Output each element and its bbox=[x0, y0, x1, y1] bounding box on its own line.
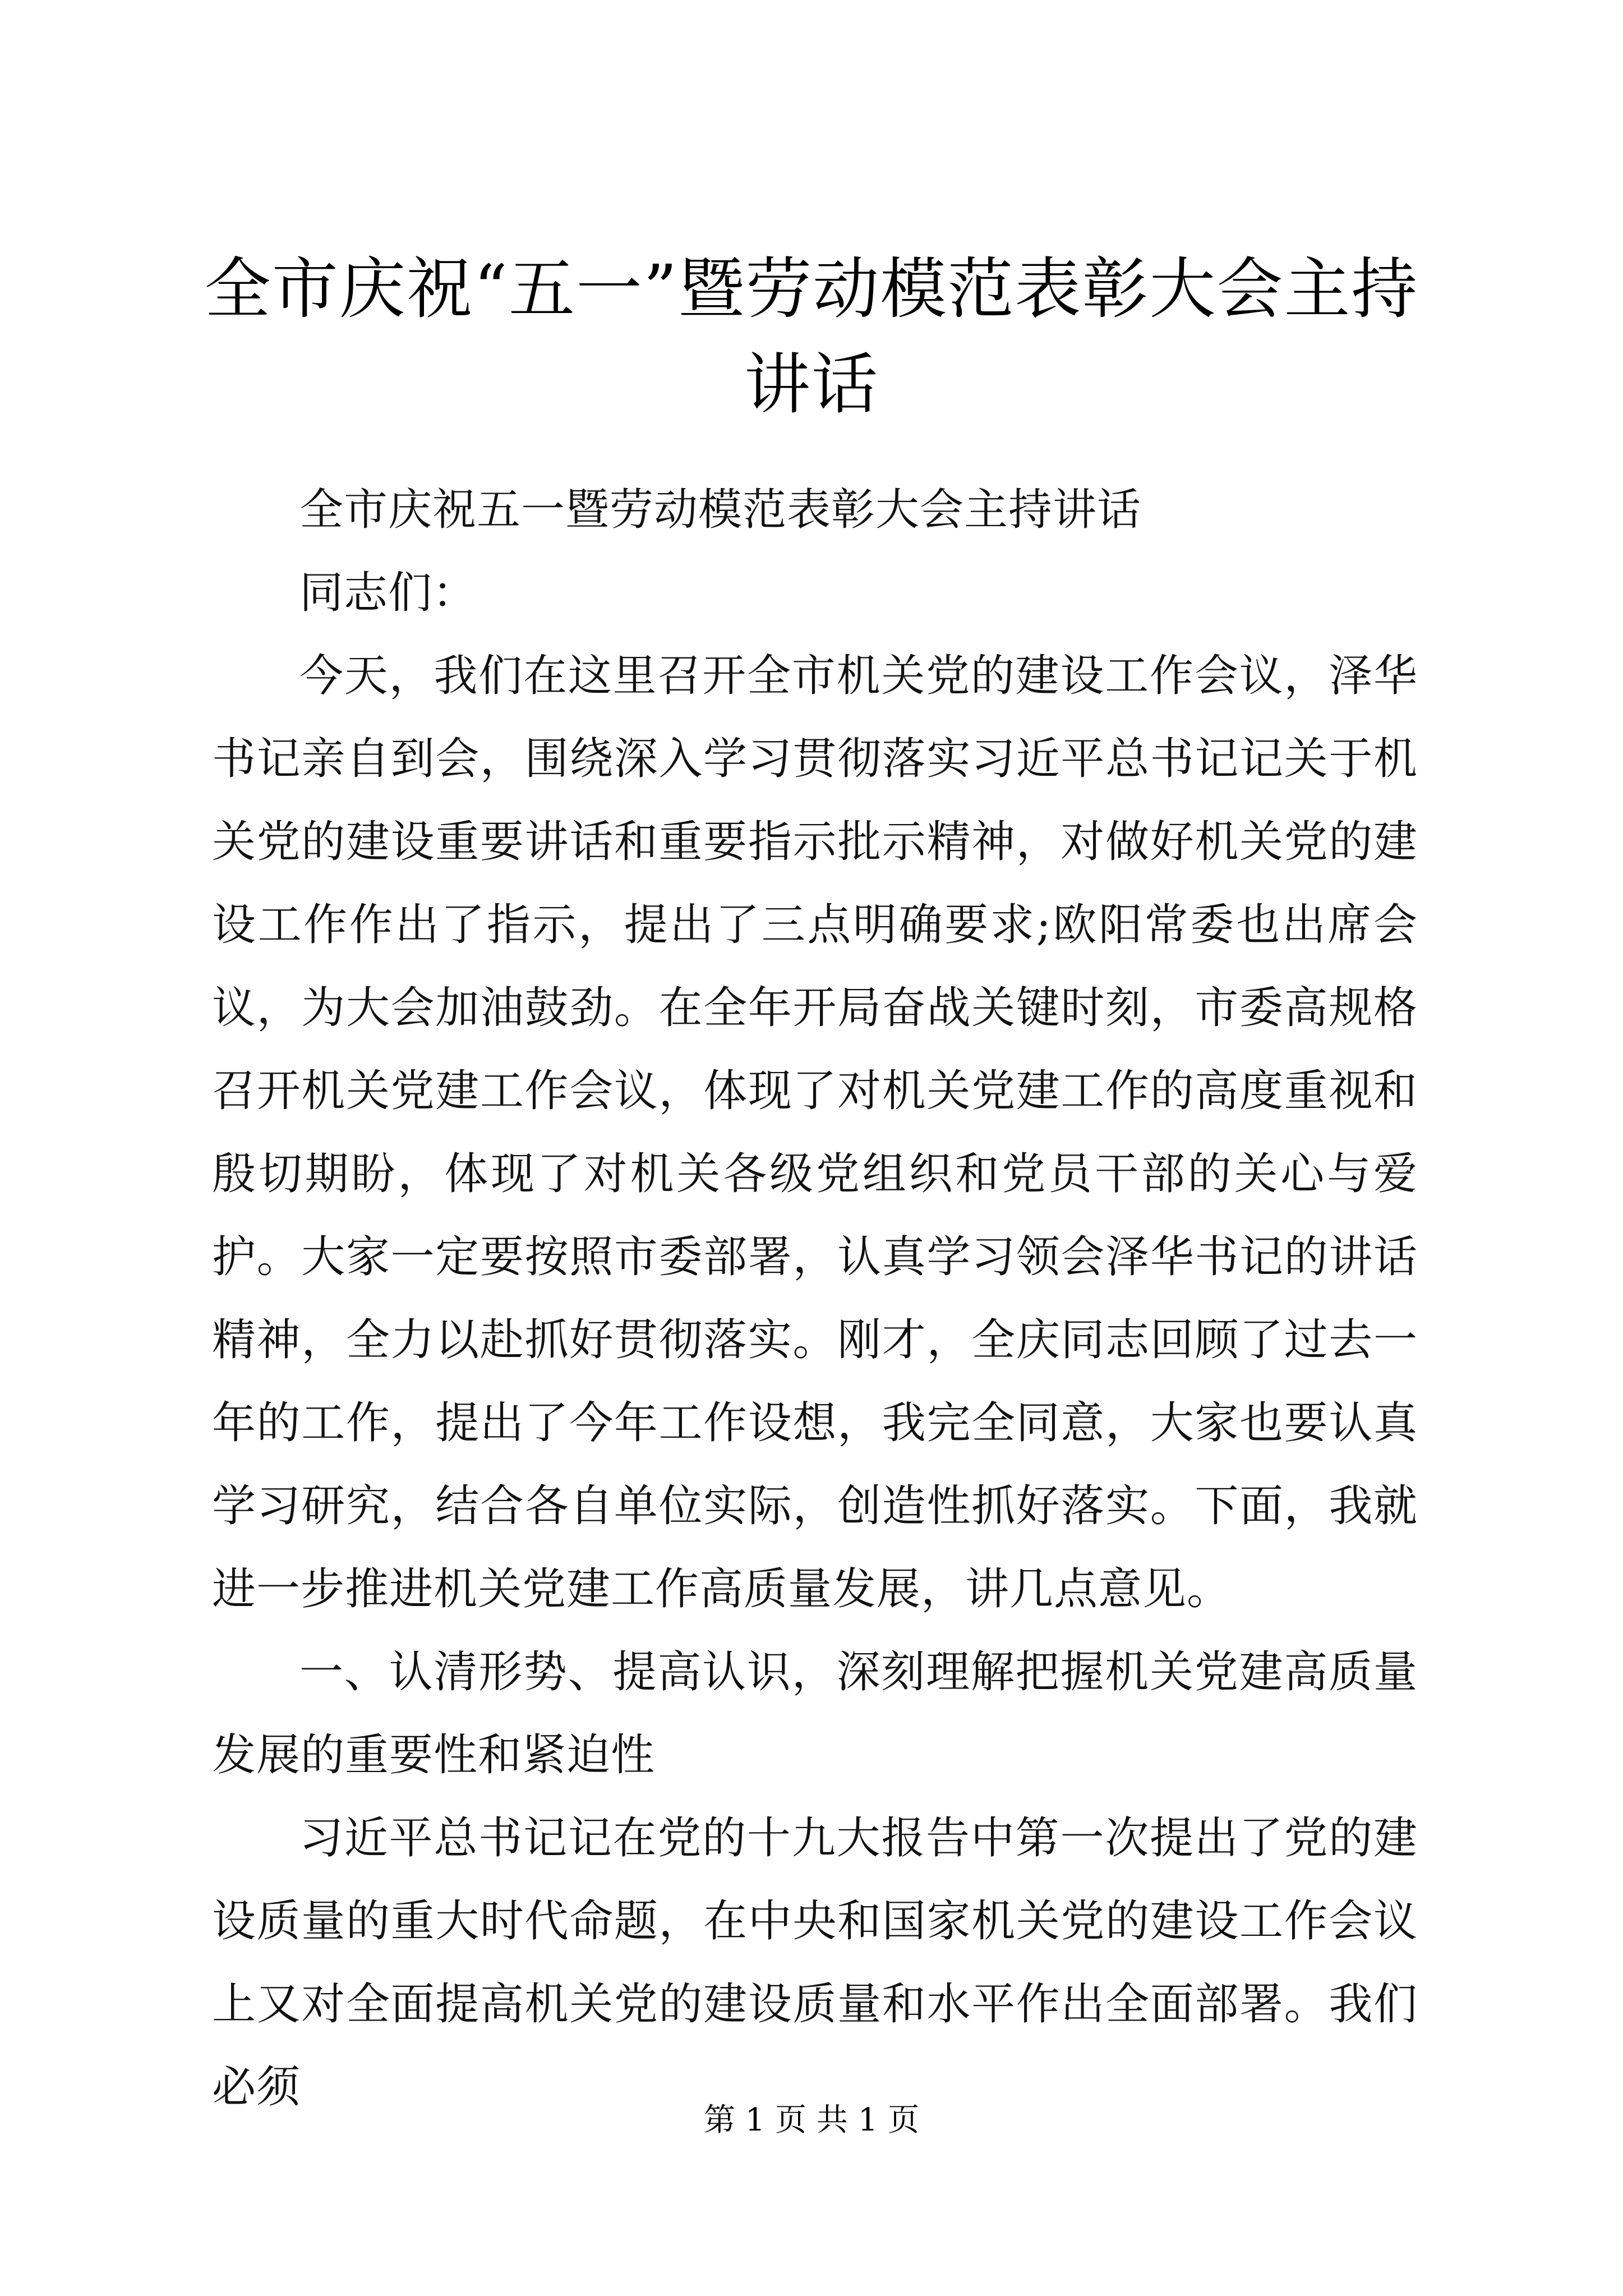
document-title: 全市庆祝“五一”暨劳动模范表彰大会主持讲话 bbox=[204, 250, 1419, 423]
document-body bbox=[212, 468, 1418, 2129]
body-paragraph: 今天，我们在这里召开全市机关党的建设工作会议，泽华书记亲自到会，围绕深入学习贯彻落实习近平总书记记关于机关党的建设重要讲话和重要指示批示精神，对做好机关党的建设工作作出了指示，提出了三点明确要求;欧阳常委也出席会议，为大会加油鼓劲。在全年开局奋战关键时刻，市委高规格召开机关党建工作会议，体现了对机关党建工作的高度重视和殷切期盼，体现了对机关各级党组织和党员干部的关心与爱护。大家一定要按照市委部署，认真学习领会泽华书记的讲话精神，全力以赴抓好贯彻落实。刚才，全庆同志回顾了过去一年的工作，提出了今年工作设想，我完全同意，大家也要认真学习研究，结合各自单位实际，创造性抓好落实。下面，我就进一步推进机关党建工作高质量发展，讲几点意见。 bbox=[212, 651, 1418, 1614]
body-paragraph: 习近平总书记记在党的十九大报告中第一次提出了党的建设质量的重大时代命题，在中央和国家机关党的建设工作会议上又对全面提高机关党的建设质量和水平作出全面部署。我们必须 bbox=[212, 1813, 1418, 2113]
page-footer: 第 1 页 共 1 页 bbox=[703, 2102, 920, 2138]
section-heading-paragraph: 一、认清形势、提高认识，深刻理解把握机关党建高质量发展的重要性和紧迫性 bbox=[212, 1647, 1418, 1780]
salutation-paragraph: 同志们： bbox=[299, 568, 477, 618]
subtitle-paragraph: 全市庆祝五一暨劳动模范表彰大会主持讲话 bbox=[299, 485, 1142, 535]
